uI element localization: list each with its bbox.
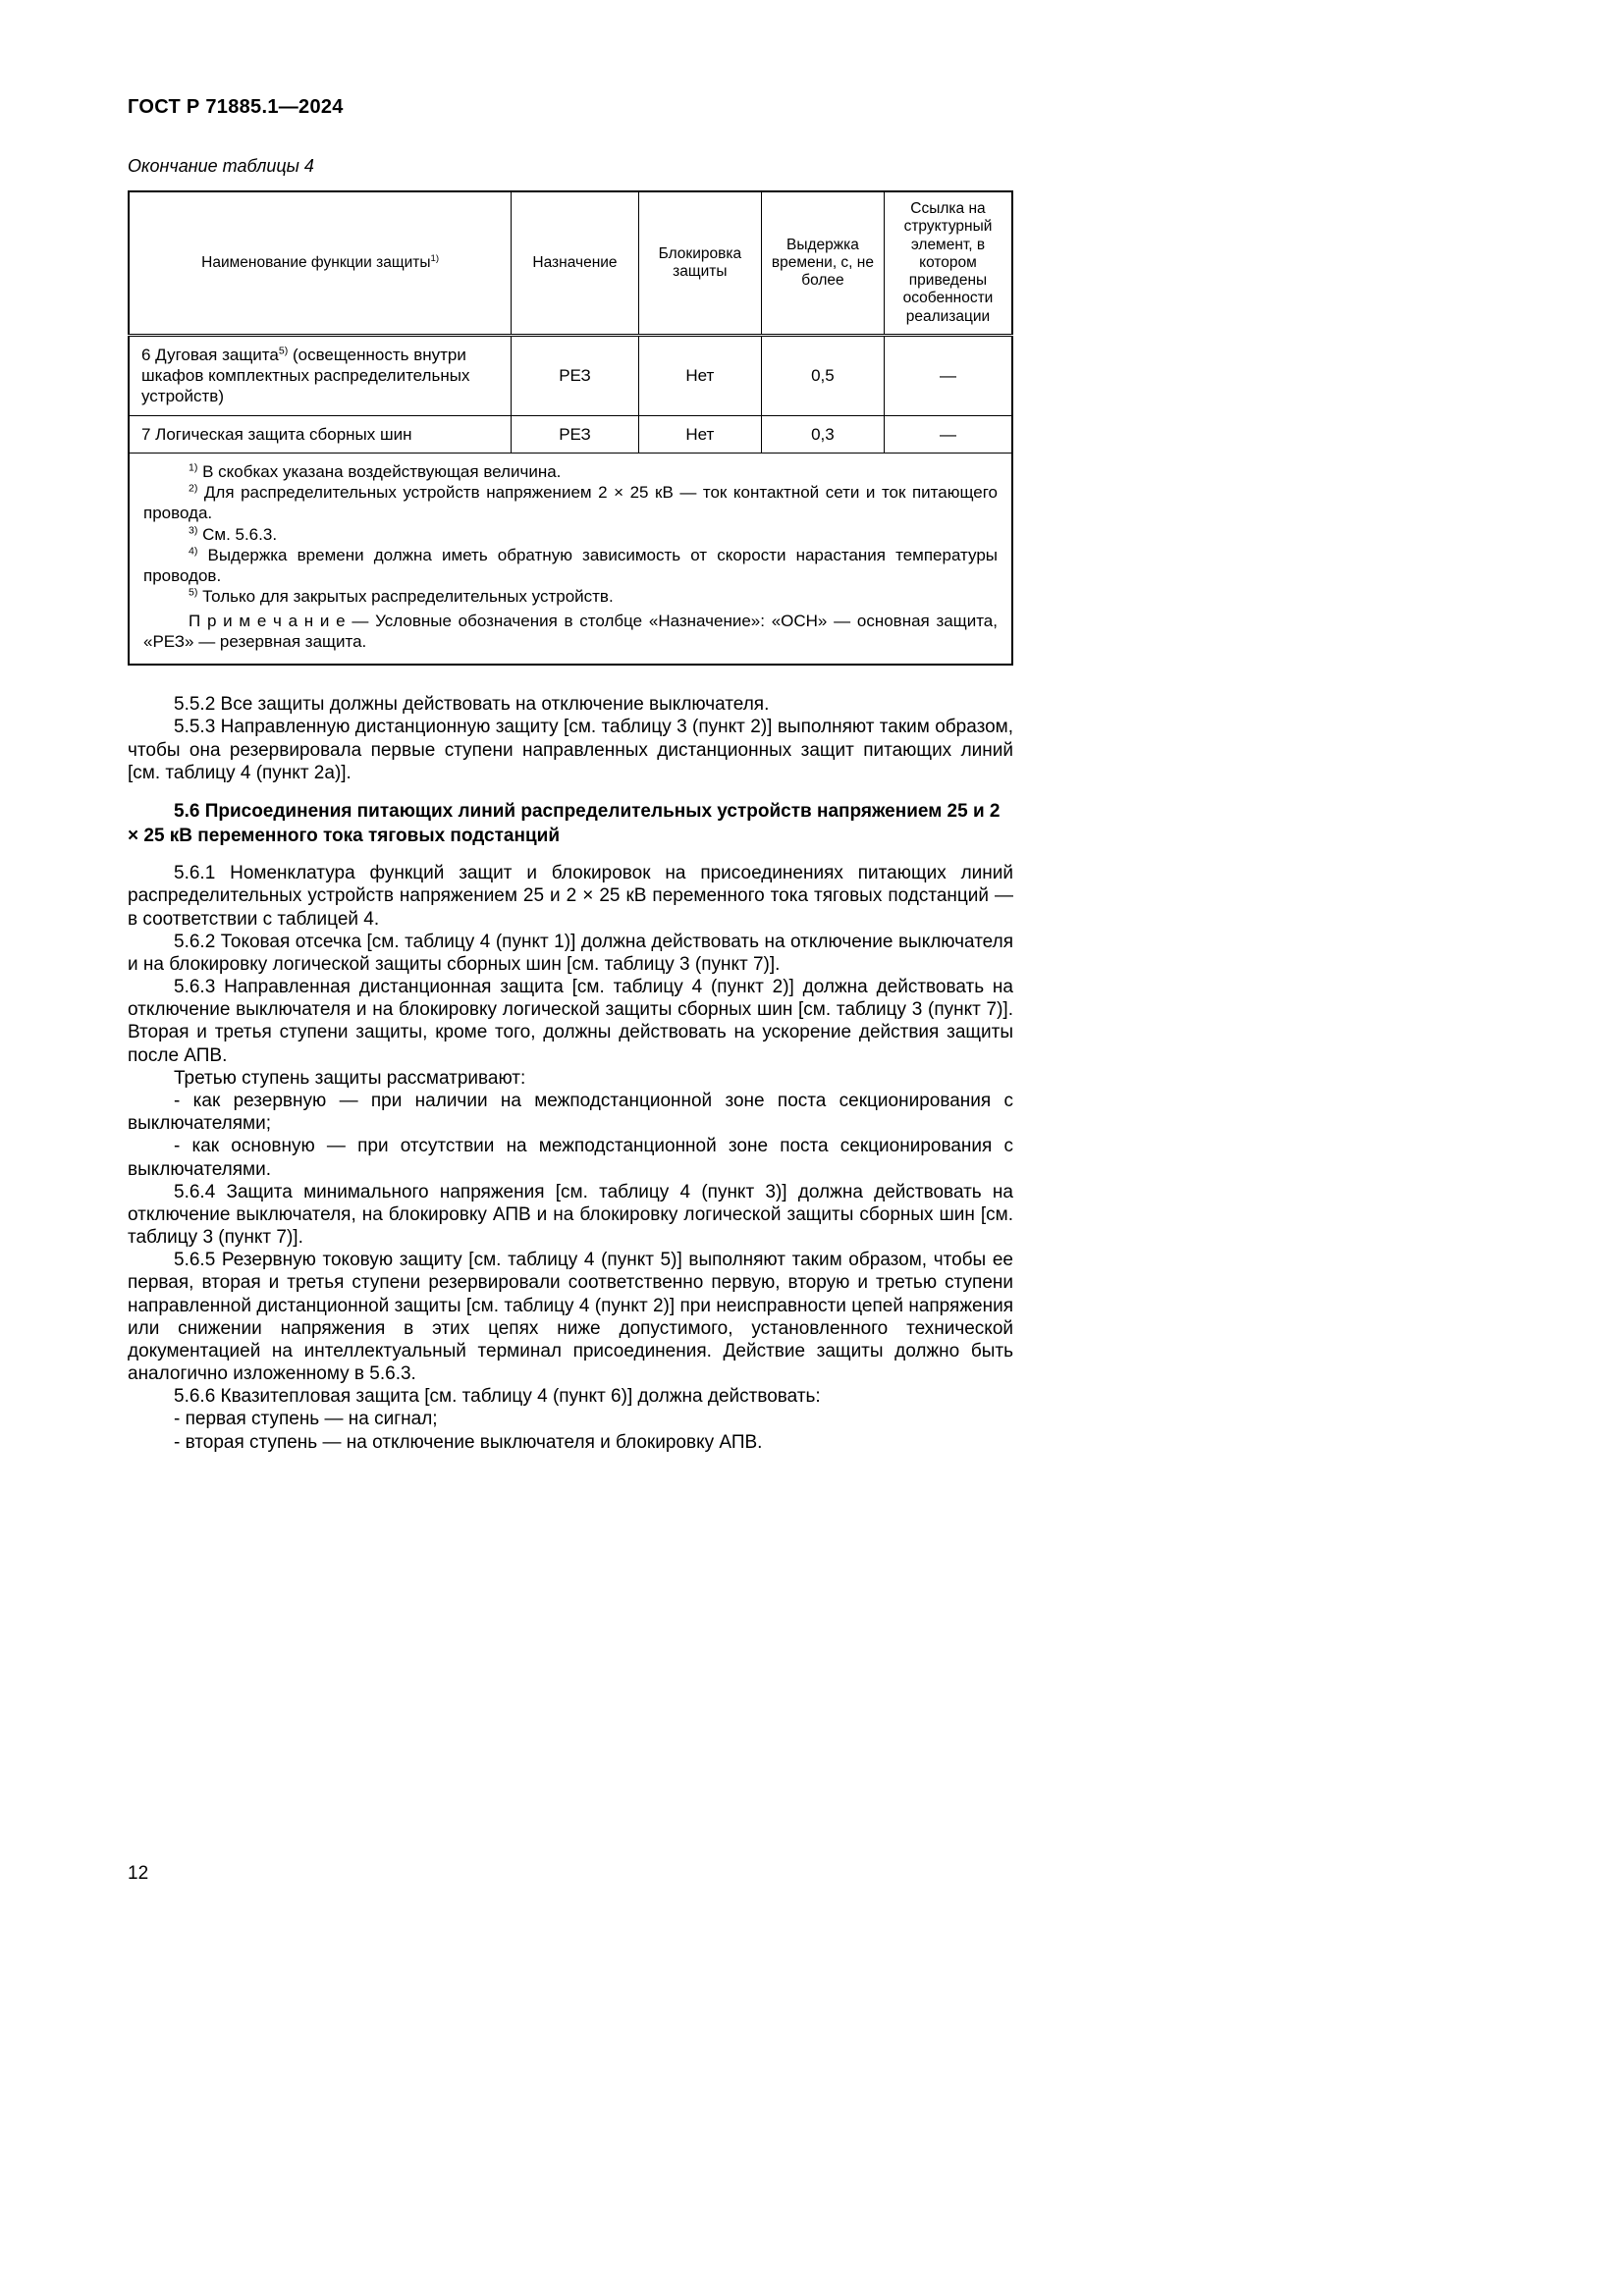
paragraph: 5.6.2 Токовая отсечка [см. таблицу 4 (пункт 1)] должна действовать на отключение выключателя и на блокировку логической защиты сборных шин [см. таблицу 3 (пункт 7)].	[128, 931, 1013, 975]
footnote-text: Выдержка времени должна иметь обратную зависимость от скорости нарастания температуры проводов.	[143, 545, 998, 586]
footnote-text: См. 5.6.3.	[197, 524, 278, 544]
list-item: - вторая ступень — на отключение выключателя и блокировку АПВ.	[174, 1431, 763, 1453]
footnote-marker: 3)	[189, 524, 198, 537]
table-footnotes-row	[129, 453, 1012, 665]
cell-reference: —	[884, 335, 1012, 415]
table-row	[129, 415, 1012, 453]
footnote-marker: 1)	[430, 252, 440, 264]
footnote-marker: 4)	[189, 545, 198, 558]
footnote	[143, 545, 998, 587]
list-item: - как резервную — при наличии на межподстанционной зоне поста секционирования с выключателями;	[128, 1091, 1013, 1135]
column-header-reference: Ссылка на структурный элемент, в котором приведены особенности реализации	[884, 191, 1012, 335]
footnote	[143, 461, 998, 482]
paragraph: 5.6.3 Направленная дистанционная защита [см. таблицу 4 (пункт 2)] должна действовать на отключение выключателя и на блокировку логической защиты сборных шин [см. таблицу 3 (пункт 7)]. Вторая и третья ступени защиты, кроме того, должны действовать на ускорение действия защиты после АПВ.	[128, 977, 1013, 1066]
cell-function-name-text: 7 Логическая защита сборных шин	[141, 424, 412, 444]
section-heading: 5.6 Присоединения питающих линий распределительных устройств напряжением 25 и 2 × 25 кВ переменного тока тяговых подстанций	[128, 800, 1001, 846]
table-caption: Окончание таблицы 4	[128, 156, 314, 176]
cell-time-delay: 0,5	[761, 335, 884, 415]
paragraph: 5.6.4 Защита минимального напряжения [см. таблицу 4 (пункт 3)] должна действовать на отключение выключателя, на блокировку АПВ и на блокировку логической защиты сборных шин [см. таблицу 3 (пункт 7)].	[128, 1181, 1013, 1249]
cell-blocking: Нет	[638, 415, 761, 453]
paragraph: 5.6.5 Резервную токовую защиту [см. таблицу 4 (пункт 5)] выполняют таким образом, чтобы ее первая, вторая и третья ступени резервировали соответственно первую, вторую и третью ступени направленной дистанционной защиты [см. таблицу 4 (пункт 2)] при неисправности цепей напряжения или снижении напряжения в этих цепях ниже допустимого, установленного технической документацией на интеллектуальный терминал присоединения. Действие защиты должно быть аналогично изложенному в 5.6.3.	[128, 1250, 1013, 1385]
column-header-time-delay: Выдержка времени, с, не более	[761, 191, 884, 335]
table-footnotes-cell	[129, 453, 1012, 665]
cell-purpose: РЕЗ	[512, 415, 639, 453]
column-header-purpose: Назначение	[512, 191, 639, 335]
table-note: П р и м е ч а н и е — Условные обозначения в столбце «Назначение»: «ОСН» — основная защита, «РЕЗ» — резервная защита.	[143, 611, 998, 651]
footnote-text: В скобках указана воздействующая величина.	[197, 461, 562, 481]
footnote-marker: 5)	[278, 345, 289, 357]
column-header-blocking: Блокировка защиты	[638, 191, 761, 335]
cell-function-name-text: 6 Дуговая защита	[141, 345, 279, 364]
page-content	[128, 96, 1013, 1454]
cell-blocking: Нет	[638, 335, 761, 415]
protection-functions-table	[128, 190, 1013, 666]
page-number: 12	[128, 1863, 149, 1884]
cell-function-name	[129, 415, 512, 453]
table-row	[129, 335, 1012, 415]
footnote-marker: 5)	[189, 586, 198, 599]
table-header	[129, 191, 1012, 335]
cell-purpose: РЕЗ	[512, 335, 639, 415]
paragraph: 5.5.2 Все защиты должны действовать на отключение выключателя.	[174, 694, 770, 716]
document-number-header: ГОСТ Р 71885.1—2024	[128, 96, 344, 118]
footnote-marker: 1)	[189, 461, 198, 474]
cell-time-delay: 0,3	[761, 415, 884, 453]
cell-function-name-rest: (освещенность внутри шкафов комплектных распределительных устройств)	[141, 345, 470, 406]
footnote-text: Только для закрытых распределительных устройств.	[197, 587, 614, 607]
cell-function-name	[129, 335, 512, 415]
cell-reference: —	[884, 415, 1012, 453]
footnote-text: Для распределительных устройств напряжением 2 × 25 кВ — ток контактной сети и ток питающего провода.	[143, 483, 998, 523]
paragraph: Третью ступень защиты рассматривают:	[174, 1067, 526, 1089]
list-item: - первая ступень — на сигнал;	[174, 1409, 438, 1430]
paragraph: 5.6.6 Квазитепловая защита [см. таблицу 4 (пункт 6)] должна действовать:	[174, 1386, 821, 1408]
footnote	[143, 524, 998, 545]
footnote	[143, 482, 998, 524]
list-item: - как основную — при отсутствии на межподстанционной зоне поста секционирования с выключателями.	[128, 1136, 1013, 1180]
paragraph: 5.6.1 Номенклатура функций защит и блокировок на присоединениях питающих линий распределительных устройств напряжением 25 и 2 × 25 кВ переменного тока тяговых подстанций — в соответствии с таблицей 4.	[128, 863, 1013, 930]
footnote-marker: 2)	[189, 482, 198, 495]
footnote	[143, 586, 998, 607]
paragraph: 5.5.3 Направленную дистанционную защиту [см. таблицу 3 (пункт 2)] выполняют таким образом, чтобы она резервировала первые ступени направленных дистанционных защит питающих линий [см. таблицу 4 (пункт 2а)].	[128, 717, 1013, 783]
column-header-function-name	[129, 191, 512, 335]
column-header-function-name-text: Наименование функции защиты	[201, 253, 431, 271]
